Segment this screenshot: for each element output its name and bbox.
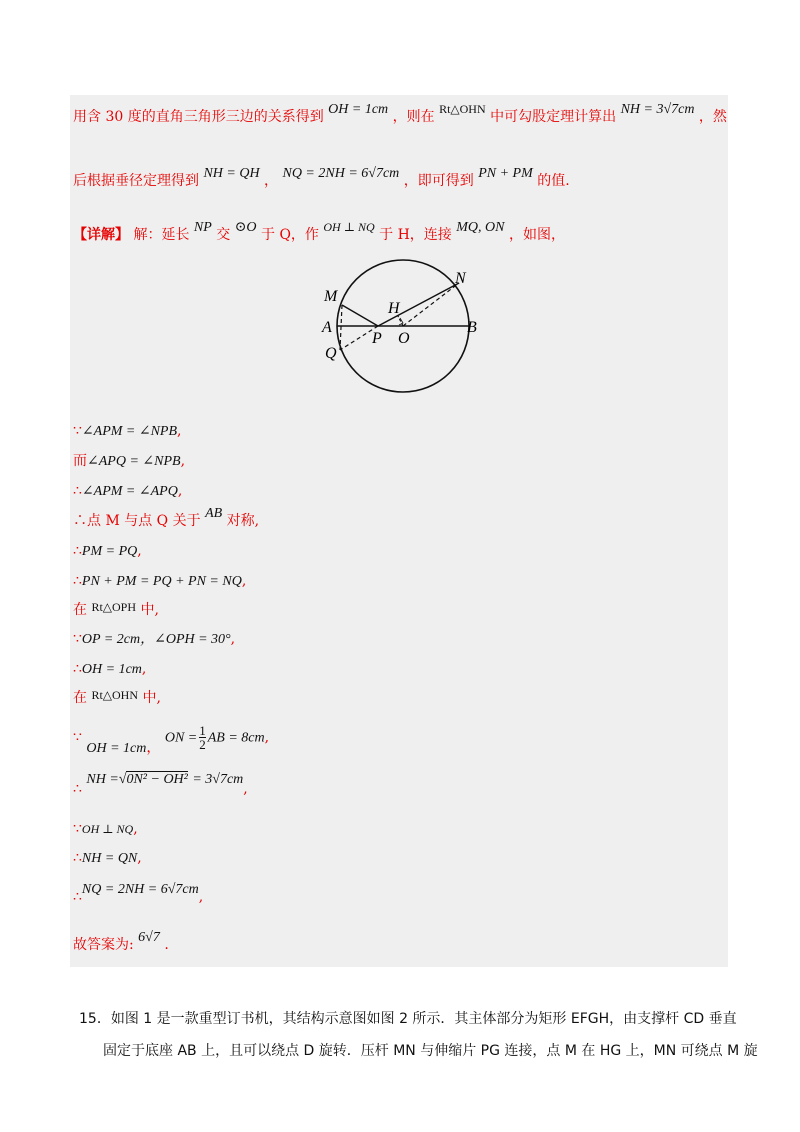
- step-9: [73, 660, 146, 679]
- step-tail: ,: [137, 850, 142, 866]
- label-p: P: [372, 330, 382, 347]
- step-expression: PM = PQ: [81, 544, 138, 559]
- step-2: [73, 452, 185, 471]
- step-symbol: ∴: [73, 781, 82, 797]
- detail-text: ，如图，: [508, 227, 565, 243]
- step-expression: = 3√7cm: [192, 772, 244, 787]
- math-mq-on: MQ, ON: [456, 220, 505, 235]
- step-tail: ,: [230, 631, 236, 647]
- math-nq-value: NQ = 2NH = 6√7cm: [282, 166, 400, 181]
- step-expression: NH =: [86, 772, 119, 787]
- step-expression: OP = 2cm，∠OPH = 30°: [81, 632, 231, 647]
- math-pn-pm: PN + PM: [478, 166, 533, 181]
- step-7: [73, 601, 159, 619]
- math-oh-1cm: OH = 1cm: [328, 102, 389, 117]
- radical-sign: √: [118, 772, 127, 787]
- step-tail: 中,: [142, 690, 161, 706]
- analysis-text: 的值.: [537, 173, 570, 189]
- label-h: H: [388, 300, 400, 317]
- step-expression: ∠APQ = ∠NPB: [87, 454, 181, 469]
- step-symbol: ∴: [73, 483, 82, 499]
- step-tail: ，: [146, 739, 161, 756]
- answer-line: [73, 930, 169, 955]
- step-symbol: ∴: [73, 661, 82, 677]
- step-tail: ,: [137, 543, 142, 559]
- detail-label: 【详解】: [73, 227, 129, 243]
- step-1: [73, 422, 182, 441]
- analysis-text: 用含 30 度的直角三角形三边的关系得到: [73, 109, 324, 125]
- segment-on-dashed: [403, 283, 459, 326]
- step-tail: ,: [177, 423, 182, 439]
- detail-line: [73, 220, 565, 245]
- step-symbol: ∵: [73, 631, 82, 647]
- step-symbol: ∵: [73, 423, 82, 439]
- analysis-separator: ，: [264, 173, 279, 189]
- label-a: A: [322, 319, 332, 336]
- step-expression: PN + PM = PQ + PN = NQ: [81, 574, 242, 589]
- analysis-text: ，然: [698, 109, 727, 125]
- step-15: [73, 880, 204, 905]
- question-15-line-2: 固定于底座 AB 上，且可以绕点 D 旋转．压杆 MN 与伸缩片 PG 连接，点 M 在 HG 上，MN 可绕点 M 旋: [103, 1043, 758, 1059]
- segment-mq-dashed: [340, 305, 342, 350]
- step-4: [73, 506, 260, 531]
- math-triangle-ohn: Rt△OHN: [439, 102, 486, 116]
- math-circle-o: ⊙O: [234, 220, 257, 235]
- step-symbol: 而: [73, 453, 87, 469]
- analysis-text: 后根据垂径定理得到: [73, 173, 199, 189]
- step-symbol: ∴: [73, 889, 82, 905]
- detail-text: 交: [216, 227, 231, 243]
- analysis-text: 中可勾股定理计算出: [490, 109, 617, 125]
- step-3: [73, 482, 182, 501]
- step-tail: ,: [141, 661, 147, 677]
- step-tail: ,: [133, 821, 138, 837]
- step-symbol: ∵: [73, 729, 82, 746]
- fraction-half: [199, 724, 206, 751]
- step-tail: 对称,: [226, 513, 260, 529]
- math-np: NP: [193, 220, 212, 235]
- step-10: [73, 689, 161, 707]
- label-o: O: [398, 330, 410, 347]
- step-symbol: ∵: [73, 821, 82, 837]
- label-n: N: [455, 270, 466, 287]
- step-12: [73, 770, 248, 797]
- answer-tail: .: [164, 937, 169, 953]
- step-symbol: ∴: [73, 850, 82, 866]
- step-symbol: ∴: [73, 513, 87, 529]
- step-expression: OH ⊥ NQ: [81, 822, 134, 836]
- circle-figure: [315, 255, 500, 400]
- analysis-line-1: [73, 102, 727, 127]
- frac-left: ON =: [164, 730, 198, 746]
- analysis-line-2: [73, 166, 570, 191]
- label-m: M: [324, 288, 338, 305]
- step-symbol: 在: [73, 690, 87, 706]
- step-symbol: ∴: [73, 543, 82, 559]
- step-14: [73, 849, 142, 868]
- math-nh-qh: NH = QH: [203, 166, 260, 181]
- step-13: [73, 820, 138, 838]
- detail-text: 解：延长: [133, 227, 190, 243]
- step-expression: Rt△OHN: [91, 688, 139, 702]
- step-tail: ,: [264, 729, 270, 746]
- step-tail: 中,: [140, 602, 159, 618]
- step-expression: AB: [205, 506, 223, 521]
- step-expression: NH = QN: [81, 851, 138, 866]
- step-expression: Rt△OPH: [91, 600, 137, 614]
- answer-label: 故答案为:: [73, 937, 134, 953]
- fraction-numerator: 1: [199, 723, 206, 738]
- radicand: 0N² − OH²: [126, 772, 188, 787]
- math-nh-value: NH = 3√7cm: [620, 102, 695, 117]
- step-tail: ,: [241, 573, 247, 589]
- step-11: [73, 724, 269, 754]
- segment-mp: [342, 305, 378, 326]
- step-expression: ∠APM = ∠NPB: [81, 424, 178, 439]
- step-tail: ,: [177, 483, 183, 499]
- step-symbol: 在: [73, 602, 87, 618]
- step-expression: OH = 1cm: [86, 740, 147, 756]
- detail-text: 于 H，连接: [379, 227, 452, 243]
- analysis-text: ，即可得到: [403, 173, 474, 189]
- step-expression: OH = 1cm: [81, 662, 142, 677]
- step-expression: NQ = 2NH = 6√7cm: [81, 882, 199, 897]
- step-6: [73, 572, 246, 591]
- step-5: [73, 542, 142, 561]
- label-q: Q: [325, 345, 337, 362]
- math-oh-perp-nq: OH ⊥ NQ: [323, 220, 375, 234]
- fraction-denominator: 2: [199, 737, 206, 752]
- detail-text: 于 Q，作: [261, 227, 319, 243]
- label-b: B: [467, 319, 477, 336]
- step-tail: ,: [198, 889, 204, 905]
- step-tail: ,: [180, 453, 186, 469]
- step-expression: ∠APM = ∠APQ: [81, 484, 178, 499]
- frac-right: AB = 8cm: [207, 730, 265, 746]
- analysis-text: ，则在: [392, 109, 435, 125]
- step-text: 点 M 与点 Q 关于: [87, 513, 201, 529]
- step-symbol: ∴: [73, 573, 82, 589]
- step-8: [73, 630, 235, 649]
- step-tail: ,: [243, 781, 248, 797]
- answer-value: 6√7: [138, 930, 160, 945]
- question-15-line-1: 15．如图 1 是一款重型订书机，其结构示意图如图 2 所示．其主体部分为矩形 EFGH，由支撑杆 CD 垂直: [79, 1011, 737, 1027]
